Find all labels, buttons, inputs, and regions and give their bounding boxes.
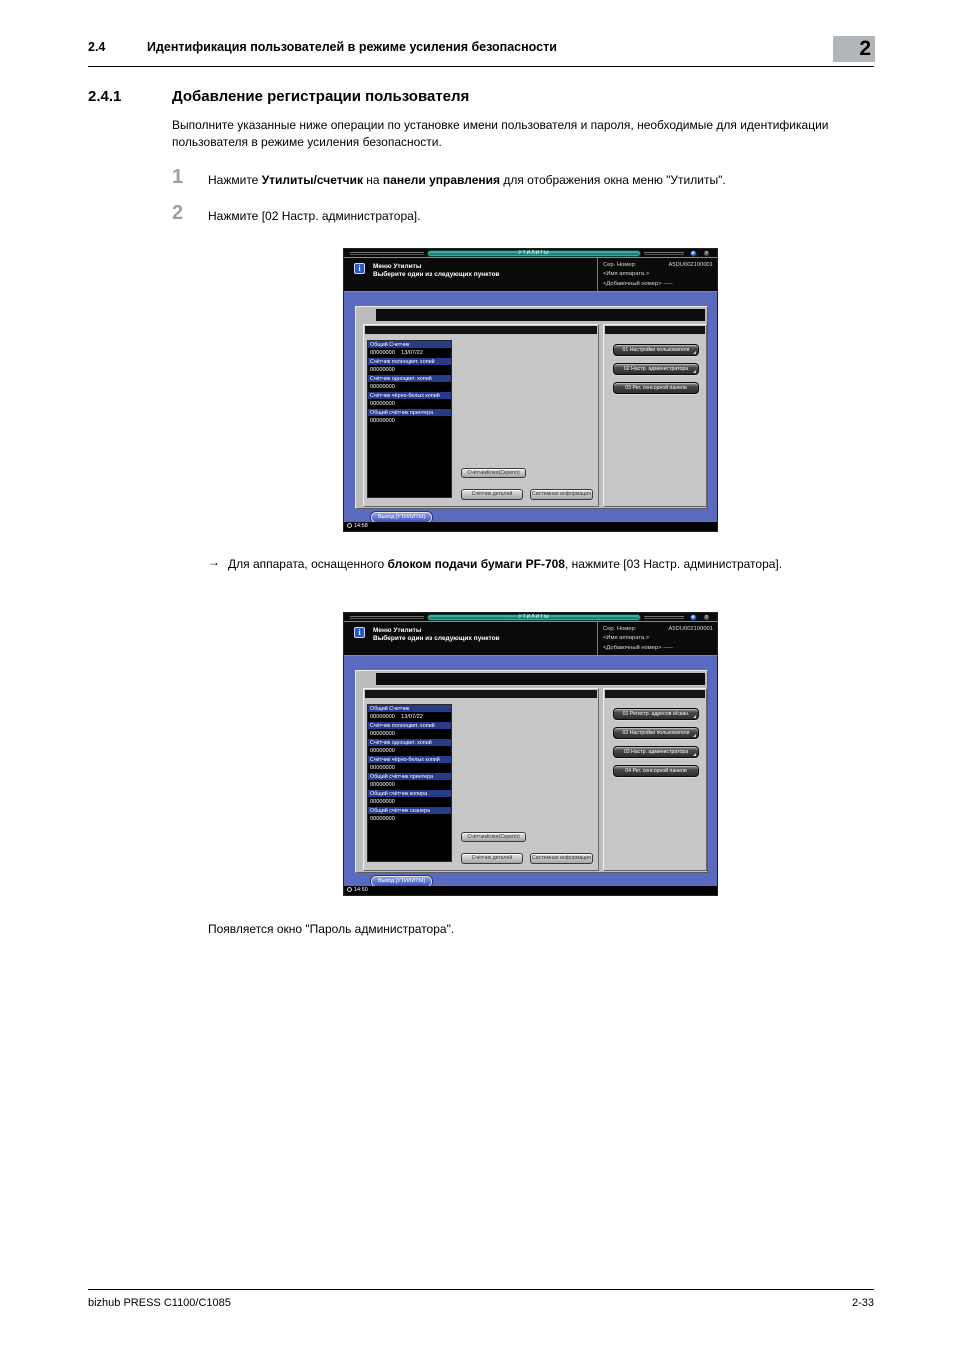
step-2-number: 2: [172, 202, 184, 224]
machine-name: <Имя аппарата.>: [603, 271, 650, 277]
globe-icon[interactable]: [690, 614, 697, 621]
screen-menu-title: Меню Утилиты: [373, 627, 422, 634]
help-icon[interactable]: ?: [704, 615, 709, 621]
serial-number-row: [598, 262, 718, 268]
utilities-tab: УТИЛИТЫ: [427, 614, 641, 621]
serial-label: Сер. Номер:: [603, 261, 637, 268]
chapter-badge: 2: [833, 36, 875, 62]
screen-header: [344, 622, 717, 656]
step-1-bold: Утилиты/счетчик: [261, 173, 363, 187]
counter-value: 00000000: [368, 400, 451, 409]
system-information-button[interactable]: Системная информация: [530, 489, 593, 500]
extension-number: <Добавочный номер> -----: [603, 644, 673, 651]
panel-topbar: [365, 690, 597, 698]
counter-value: 00000000: [368, 781, 451, 790]
counter-label: Счётчик одноцвет. копий: [368, 375, 451, 383]
menu-button-02-user-settings[interactable]: [613, 727, 699, 739]
utility-menu-screen-2: [343, 612, 718, 896]
counter-label: Общий счётчик сканера: [368, 807, 451, 815]
counter-label: Счётчик чёрно-белых копий: [368, 756, 451, 764]
counter-panel: [363, 688, 599, 871]
extension-number-row: [598, 645, 718, 651]
counter-value: 00000000: [368, 417, 451, 426]
staple-glue-counter-button[interactable]: СчётчикКлея(Скрепл): [461, 468, 526, 478]
step-1-part: на: [362, 173, 383, 187]
serial-value: A5DU002100001: [668, 261, 713, 268]
counter-value: 00000000 13/07/22: [368, 713, 451, 722]
panel-topbar: [605, 690, 705, 698]
topbar-divider: [350, 616, 424, 619]
parts-counter-button[interactable]: Счётчик деталей: [461, 489, 523, 500]
info-icon: i: [354, 627, 365, 638]
counter-value: 00000000: [368, 798, 451, 807]
exit-utilities-button[interactable]: Выход [УТИЛИТЫ]: [371, 512, 432, 523]
serial-label: Сер. Номер:: [603, 625, 637, 632]
staple-glue-counter-button[interactable]: СчётчикКлея(Скрепл): [461, 832, 526, 842]
submenu-arrow-icon: [693, 753, 696, 756]
submenu-arrow-icon: [693, 715, 696, 718]
counter-label: Общий Счетчик: [368, 705, 451, 713]
counter-value: 00000000: [368, 366, 451, 375]
step-2-text: Нажмите [02 Настр. администратора].: [208, 209, 421, 223]
info-icon: i: [354, 263, 365, 274]
menu-button-04-touch-panel-adjustment[interactable]: [613, 765, 699, 777]
panel-topbar: [365, 326, 597, 334]
screen-menu-title: Меню Утилиты: [373, 263, 422, 270]
main-panel: [355, 306, 708, 509]
header-section-number: 2.4: [88, 40, 106, 54]
section-number: 2.4.1: [88, 88, 122, 105]
main-panel: [355, 670, 708, 873]
counter-value: 00000000: [368, 383, 451, 392]
step-1-bold: панели управления: [382, 173, 501, 187]
menu-panel: [603, 688, 707, 871]
footer-page-number: 2-33: [851, 1297, 874, 1309]
topbar-divider: [644, 252, 684, 255]
footer-rule: [88, 1289, 874, 1290]
serial-number-row: [598, 626, 718, 632]
counter-label: Общий Счетчик: [368, 341, 451, 349]
help-icon[interactable]: ?: [704, 251, 709, 257]
parts-counter-button[interactable]: Счётчик деталей: [461, 853, 523, 864]
counter-label: Счётчик одноцвет. копий: [368, 739, 451, 747]
utility-menu-screen-1: [343, 248, 718, 532]
clock-icon: [347, 523, 352, 528]
topbar-divider: [644, 616, 684, 619]
menu-button-label: 02 Настройки пользователя: [622, 730, 690, 736]
menu-button-02-administrator-settings[interactable]: [613, 363, 699, 375]
menu-button-label: 03 Рег. сенсорной панели: [625, 385, 687, 391]
screen-topbar: [344, 249, 717, 258]
note-bold: блоком подачи бумаги PF-708: [387, 557, 565, 571]
menu-button-01-user-settings[interactable]: [613, 344, 699, 356]
menu-button-03-administrator-settings[interactable]: [613, 746, 699, 758]
counter-table: [367, 704, 452, 862]
machine-info-box: [597, 258, 718, 291]
step-1-part: для отображения окна меню "Утилиты".: [500, 173, 726, 187]
counter-label: Общий счётчик принтера: [368, 409, 451, 417]
counter-value: 00000000: [368, 815, 451, 824]
panel-title-band: [376, 673, 705, 685]
result-text: Появляется окно "Пароль администратора".: [208, 922, 455, 936]
menu-button-label: 01 Регистр. адресов и/скан.: [622, 711, 690, 717]
arrow-bullet-icon: →: [208, 555, 220, 569]
counter-value: 00000000 13/07/22: [368, 349, 451, 358]
panel-topbar: [605, 326, 705, 334]
machine-name: <Имя аппарата.>: [603, 635, 650, 641]
menu-button-label: 03 Настр. администратора: [623, 749, 689, 755]
counter-panel: [363, 324, 599, 507]
screen-menu-subtitle: Выберите один из следующих пунктов: [373, 635, 500, 642]
serial-value: A5DU002100001: [668, 625, 713, 632]
utilities-tab: УТИЛИТЫ: [427, 250, 641, 257]
status-time: 14:58: [354, 523, 368, 529]
submenu-arrow-icon: [693, 734, 696, 737]
panel-title-band: [376, 309, 705, 321]
counter-value: 00000000: [368, 747, 451, 756]
counter-value: 00000000: [368, 730, 451, 739]
counter-label: Общий счётчик принтера: [368, 773, 451, 781]
counter-label: Счётчик полноцвет. копий: [368, 358, 451, 366]
step-1-number: 1: [172, 166, 184, 188]
menu-button-label: 04 Рег. сенсорной панели: [625, 768, 687, 774]
page-title: Добавление регистрации пользователя: [172, 88, 470, 105]
counter-value: 00000000: [368, 764, 451, 773]
counter-label: Общий счётчик копира: [368, 790, 451, 798]
system-information-button[interactable]: Системная информация: [530, 853, 593, 864]
topbar-divider: [350, 252, 424, 255]
note-text: [228, 556, 788, 574]
counter-label: Счётчик чёрно-белых копий: [368, 392, 451, 400]
machine-name-row: [598, 635, 718, 641]
screen-header: [344, 258, 717, 292]
status-bar: [344, 522, 717, 531]
header-title: Идентификация пользователей в режиме усиления безопасности: [147, 40, 557, 54]
submenu-arrow-icon: [693, 351, 696, 354]
status-bar: [344, 886, 717, 895]
counter-label: Счётчик полноцвет. копий: [368, 722, 451, 730]
header-rule: [88, 66, 874, 67]
screen-body: [344, 292, 717, 524]
menu-button-01-address-registration[interactable]: [613, 708, 699, 720]
step-1-part: Нажмите: [208, 173, 262, 187]
counter-table: [367, 340, 452, 498]
note-part: , нажмите [03 Настр. администратора].: [564, 557, 783, 571]
menu-button-label: 01 Настройки пользователя: [622, 347, 690, 353]
menu-button-label: 02 Настр. администратора: [623, 366, 689, 372]
extension-number: <Добавочный номер> -----: [603, 280, 673, 287]
menu-button-03-touch-panel-adjustment[interactable]: [613, 382, 699, 394]
footer-model: bizhub PRESS C1100/C1085: [88, 1297, 231, 1309]
extension-number-row: [598, 281, 718, 287]
status-time: 14:50: [354, 887, 368, 893]
machine-name-row: [598, 271, 718, 277]
submenu-arrow-icon: [693, 370, 696, 373]
exit-utilities-button[interactable]: Выход [УТИЛИТЫ]: [371, 876, 432, 887]
screen-topbar: [344, 613, 717, 622]
clock-icon: [347, 887, 352, 892]
screen-body: [344, 656, 717, 888]
menu-panel: [603, 324, 707, 507]
screen-menu-subtitle: Выберите один из следующих пунктов: [373, 271, 500, 278]
globe-icon[interactable]: [690, 250, 697, 257]
machine-info-box: [597, 622, 718, 655]
step-1-text: [208, 172, 888, 189]
note-part: Для аппарата, оснащенного: [228, 557, 388, 571]
intro-paragraph: Выполните указанные ниже операции по установке имени пользователя и пароля, необходимые для идентификации пользователя в режиме усиления безопасности.: [172, 118, 829, 149]
